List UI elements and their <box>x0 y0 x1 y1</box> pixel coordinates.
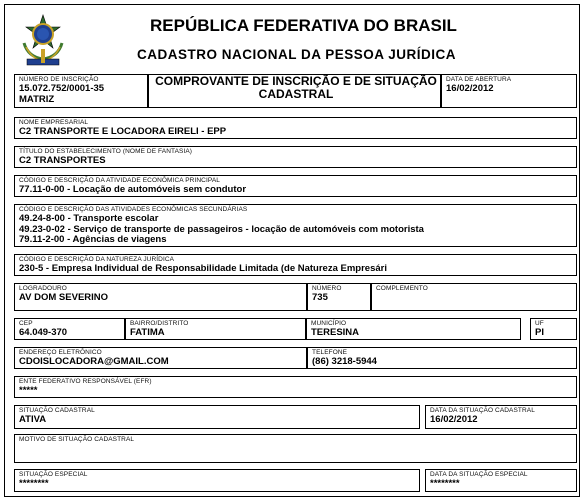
numero-value: 735 <box>312 292 328 303</box>
municipio-label: MUNICÍPIO <box>311 320 347 327</box>
logradouro-box <box>14 283 307 311</box>
logradouro-label: LOGRADOURO <box>19 285 67 292</box>
comprovante-line1: COMPROVANTE DE INSCRIÇÃO E DE SITUAÇÃO <box>155 74 437 88</box>
fantasia-value: C2 TRANSPORTES <box>19 155 106 166</box>
atividade-principal-value: 77.11-0-00 - Locação de automóveis sem condutor <box>19 184 247 195</box>
page-title: REPÚBLICA FEDERATIVA DO BRASIL <box>150 16 457 35</box>
atividade-secundaria-item: 49.23-0-02 - Serviço de transporte de passageiros - locação de automóveis com motorista <box>19 223 424 235</box>
efr-label: ENTE FEDERATIVO RESPONSÁVEL (EFR) <box>19 378 152 385</box>
abertura-box <box>441 74 577 108</box>
cep-value: 64.049-370 <box>19 327 68 338</box>
data-situacao-especial-value: ******** <box>430 478 460 489</box>
data-situacao-especial-label: DATA DA SITUAÇÃO ESPECIAL <box>430 471 528 478</box>
atividade-principal-box <box>14 175 577 197</box>
natureza-juridica-box <box>14 254 577 276</box>
inscricao-box <box>14 74 148 108</box>
atividade-secundaria-item: 49.24-8-00 - Transporte escolar <box>19 213 159 224</box>
coat-of-arms-icon <box>18 13 68 69</box>
email-value: CDOISLOCADORA@GMAIL.COM <box>19 356 169 367</box>
bairro-label: BAIRRO/DISTRITO <box>130 320 189 327</box>
abertura-label: DATA DE ABERTURA <box>446 76 512 83</box>
fantasia-box <box>14 146 577 168</box>
inscricao-numero: 15.072.752/0001-35 <box>19 83 105 94</box>
efr-box <box>14 376 577 398</box>
fantasia-label: TÍTULO DO ESTABELECIMENTO (NOME DE FANTASIA) <box>19 148 193 155</box>
abertura-value: 16/02/2012 <box>446 83 494 94</box>
uf-value: PI <box>535 327 544 338</box>
cep-label: CEP <box>19 320 33 327</box>
data-situacao-especial-box <box>425 469 577 492</box>
uf-box <box>530 318 577 340</box>
motivo-box <box>14 434 577 463</box>
nome-empresarial-value: C2 TRANSPORTE E LOCADORA EIRELI - EPP <box>19 126 227 137</box>
inscricao-tipo: MATRIZ <box>19 93 55 105</box>
situacao-box <box>14 405 420 429</box>
situacao-especial-label: SITUAÇÃO ESPECIAL <box>19 471 88 478</box>
nome-empresarial-box <box>14 117 577 139</box>
telefone-box <box>307 347 577 369</box>
situacao-especial-box <box>14 469 420 492</box>
bairro-box <box>125 318 306 340</box>
comprovante-line2: CADASTRAL <box>258 87 334 101</box>
complemento-label: COMPLEMENTO <box>376 285 428 292</box>
municipio-value: TERESINA <box>311 327 360 338</box>
telefone-label: TELEFONE <box>312 349 348 356</box>
uf-label: UF <box>535 320 544 327</box>
efr-value: ***** <box>19 385 38 396</box>
page-subtitle: CADASTRO NACIONAL DA PESSOA JURÍDICA <box>137 47 457 62</box>
motivo-label: MOTIVO DE SITUAÇÃO CADASTRAL <box>19 436 135 443</box>
cep-box <box>14 318 125 340</box>
situacao-especial-value: ******** <box>19 478 49 489</box>
nome-empresarial-label: NOME EMPRESARIAL <box>19 119 89 126</box>
municipio-box <box>306 318 521 340</box>
bairro-value: FATIMA <box>130 327 165 338</box>
atividade-secundaria-item: 79.11-2-00 - Agências de viagens <box>19 234 167 245</box>
natureza-juridica-label: CÓDIGO E DESCRIÇÃO DA NATUREZA JURÍDICA <box>19 256 175 263</box>
data-situacao-box <box>425 405 577 429</box>
situacao-label: SITUAÇÃO CADASTRAL <box>19 407 95 414</box>
telefone-value: (86) 3218-5944 <box>312 356 377 367</box>
natureza-juridica-value: 230-5 - Empresa Individual de Responsabilidade Limitada (de Natureza Empresári <box>19 263 387 274</box>
numero-box <box>307 283 371 311</box>
atividades-secundarias-label: CÓDIGO E DESCRIÇÃO DAS ATIVIDADES ECONÔMICAS SECUNDÁRIAS <box>19 206 248 213</box>
situacao-value: ATIVA <box>19 414 47 425</box>
numero-label: NÚMERO <box>312 285 342 292</box>
atividade-principal-label: CÓDIGO E DESCRIÇÃO DA ATIVIDADE ECONÔMICA PRINCIPAL <box>19 177 220 184</box>
data-situacao-label: DATA DA SITUAÇÃO CADASTRAL <box>430 407 535 414</box>
email-box <box>14 347 307 369</box>
logradouro-value: AV DOM SEVERINO <box>19 292 109 303</box>
email-label: ENDEREÇO ELETRÔNICO <box>19 349 102 356</box>
atividades-secundarias-box <box>14 204 577 247</box>
data-situacao-value: 16/02/2012 <box>430 414 478 425</box>
inscricao-label: NÚMERO DE INSCRIÇÃO <box>19 76 99 83</box>
complemento-box <box>371 283 577 311</box>
comprovante-title <box>151 75 441 101</box>
